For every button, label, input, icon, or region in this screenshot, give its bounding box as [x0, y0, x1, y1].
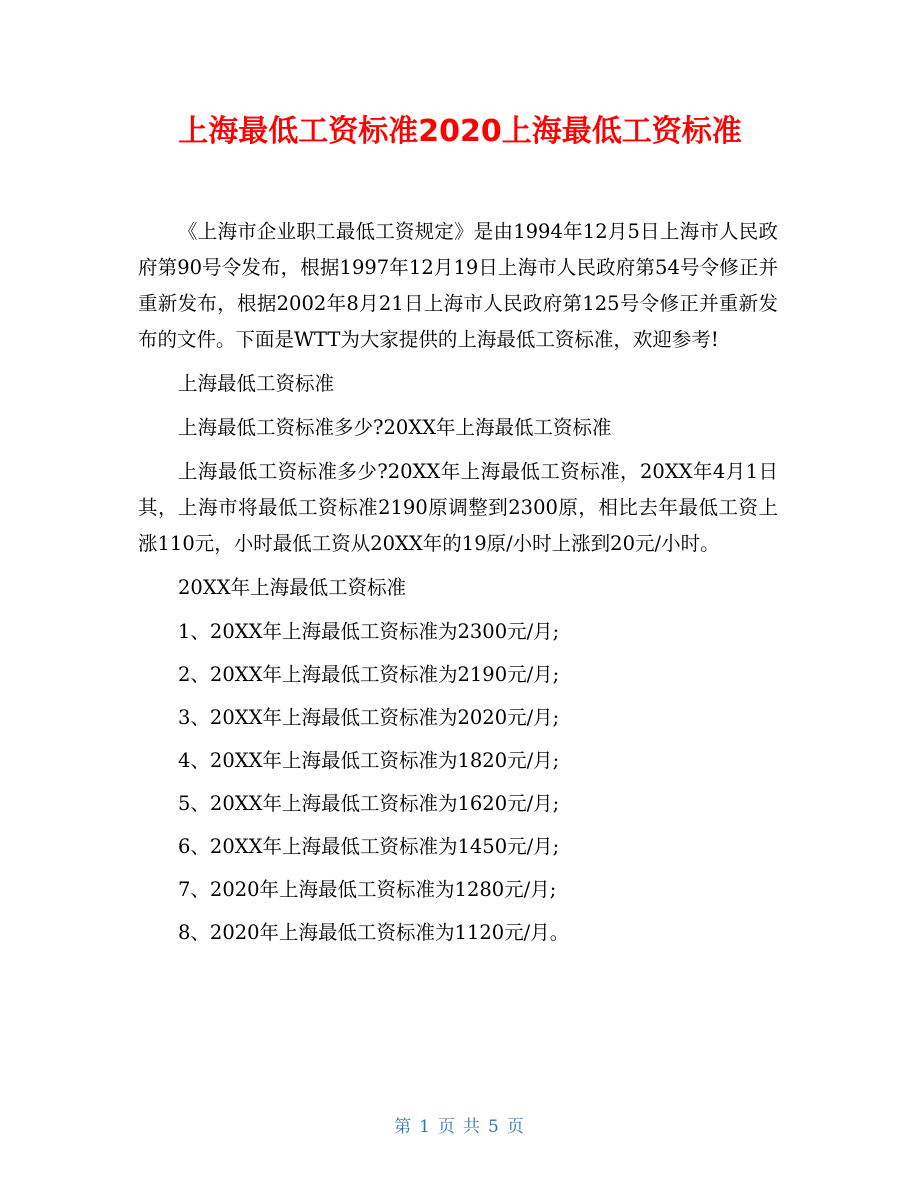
page-footer	[0, 1112, 920, 1137]
list-item: 7、2020年上海最低工资标准为1280元/月;	[178, 878, 557, 901]
total-pages: 5	[488, 1117, 501, 1137]
list-item: 5、20XX年上海最低工资标准为1620元/月;	[178, 792, 560, 815]
intro-paragraph: 《上海市企业职工最低工资规定》是由1994年12月5日上海市人民政府第90号令发布，根据1997年12月19日上海市人民政府第54号令修正并重新发布，根据2002年8月21日上海市人民政府第125号令修正并重新发布的文件。下面是WTT为大家提供的上海最低工资标准，欢迎参考!	[138, 220, 778, 351]
list-item: 8、2020年上海最低工资标准为1120元/月。	[178, 921, 570, 944]
subheading: 上海最低工资标准多少?20XX年上海最低工资标准	[178, 416, 612, 439]
page-number: 1	[419, 1117, 432, 1137]
list-item: 2、20XX年上海最低工资标准为2190元/月;	[178, 663, 560, 686]
list-heading: 20XX年上海最低工资标准	[178, 576, 407, 599]
detail-paragraph: 上海最低工资标准多少?20XX年上海最低工资标准，20XX年4月1日其，上海市将最低工资标准2190原调整到2300原，相比去年最低工资上涨110元，小时最低工资从20XX年的19原/小时上涨到20元/小时。	[138, 460, 778, 555]
page-prefix: 第	[394, 1117, 414, 1137]
document-title: 上海最低工资标准2020上海最低工资标准	[178, 114, 742, 149]
list-item: 3、20XX年上海最低工资标准为2020元/月;	[178, 706, 560, 729]
section-heading: 上海最低工资标准	[178, 372, 335, 395]
total-prefix: 共	[463, 1117, 482, 1137]
list-item: 6、20XX年上海最低工资标准为1450元/月;	[178, 835, 560, 858]
list-item: 1、20XX年上海最低工资标准为2300元/月;	[178, 620, 560, 643]
page-label: 页	[438, 1117, 457, 1137]
total-label: 页	[506, 1117, 526, 1137]
document-body	[138, 214, 778, 958]
list-item: 4、20XX年上海最低工资标准为1820元/月;	[178, 749, 560, 772]
